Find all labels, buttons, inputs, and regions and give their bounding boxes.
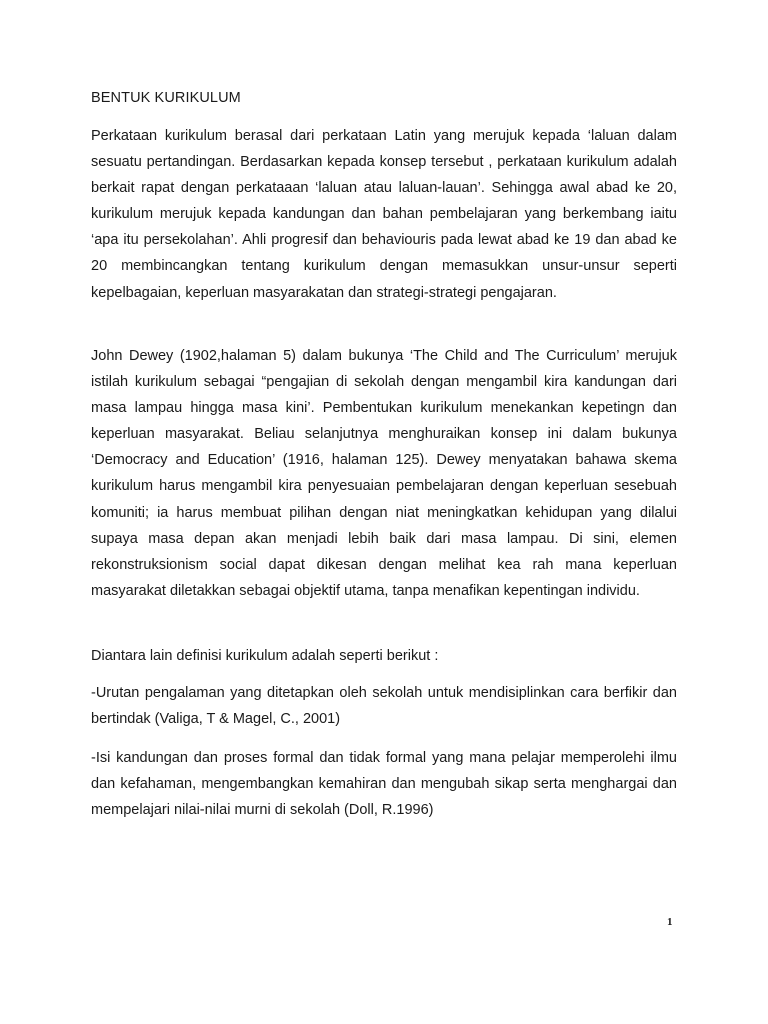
paragraph-john-dewey: John Dewey (1902,halaman 5) dalam bukunya ‘The Child and The Curriculum’ merujuk istilah kurikulum sebagai “pengajian di sekolah dengan mengambil kira kandungan dari masa lampau hingga masa kini’. Pembentukan kurikulum menekankan kepetingn dan keperluan masyarakat. Beliau selanjutnya menghuraikan konsep ini dalam bukunya ‘Democracy and Education’ (1916, halaman 125). Dewey menyatakan bahawa skema kurikulum harus mengambil kira penyesuaian pembelajaran dengan keperluan sesebuah komuniti; ia harus membuat pilihan dengan niat meningkatkan kehidupan yang dilalui supaya masa depan akan menjadi lebih baik dari masa lampau. Di sini, elemen rekonstruksionism social dapat dikesan dengan melihat kea rah mana keperluan masyarakat diletakkan sebagai objektif utama, tanpa menafikan kepentingan individu. xyxy=(91,348,677,599)
definition-item-doll: -Isi kandungan dan proses formal dan tidak formal yang mana pelajar memperolehi ilmu dan kefahaman, mengembangkan kemahiran dan mengubah sikap serta menghargai dan mempelajari nilai-nilai murni di sekolah (Doll, R.1996) xyxy=(91,750,677,819)
paragraph-definitions-intro: Diantara lain definisi kurikulum adalah seperti berikut : xyxy=(91,648,439,664)
page-number: 1 xyxy=(667,916,673,928)
paragraph-kurikulum-origin: Perkataan kurikulum berasal dari perkataan Latin yang merujuk kepada ‘laluan dalam sesuatu pertandingan. Berdasarkan kepada konsep tersebut , perkataan kurikulum adalah berkait rapat dengan perkataaan ‘laluan atau laluan-lauan’. Sehingga awal abad ke 20, kurikulum merujuk kepada kandungan dan bahan pembelajaran yang berkembang iaitu ‘apa itu persekolahan’. Ahli progresif dan behaviouris pada lewat abad ke 19 dan abad ke 20 membincangkan tentang kurikulum dengan memasukkan unsur-unsur seperti kepelbagaian, keperluan masyarakatan dan strategi-strategi pengajaran. xyxy=(91,128,677,301)
page-title: BENTUK KURIKULUM xyxy=(91,90,241,106)
definition-item-valiga: -Urutan pengalaman yang ditetapkan oleh sekolah untuk mendisiplinkan cara berfikir dan bertindak (Valiga, T & Magel, C., 2001) xyxy=(91,685,677,728)
